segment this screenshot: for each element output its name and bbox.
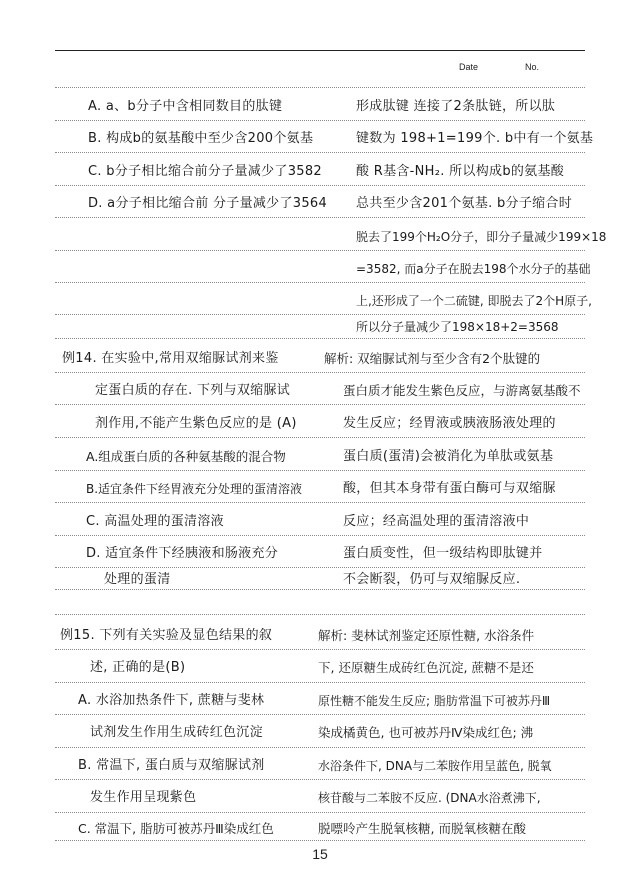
analysis-line: 解析: 双缩脲试剂与至少含有2个肽键的 [324, 351, 541, 366]
option-c: C. b分子相比缩合前分子量减少了3582 [88, 164, 322, 179]
option-c: C. 高温处理的蛋清溶液 [86, 514, 224, 529]
option-a-continued: 试剂发生作用生成砖红色沉淀 [90, 725, 263, 740]
option-a: A. 水浴加热条件下, 蔗糖与斐林 [78, 693, 265, 708]
analysis-line: 核苷酸与二苯胺不反应. (DNA水浴煮沸下, [318, 791, 541, 805]
analysis-line: 原性糖不能发生反应; 脂肪常温下可被苏丹Ⅲ [318, 694, 551, 708]
option-a: A.组成蛋白质的各种氨基酸的混合物 [86, 449, 286, 464]
option-b: B. 常温下, 蛋白质与双缩脲试剂 [78, 758, 265, 773]
analysis-line: 下, 还原糖生成砖红色沉淀, 蔗糖不是还 [318, 660, 534, 675]
analysis-line: 蛋白质才能发生紫色反应，与游离氨基酸不 [343, 383, 581, 398]
question-line: 例14. 在实验中,常用双缩脲试剂来鉴 [62, 351, 279, 366]
analysis-line: 上,还形成了一个二硫键, 即脱去了2个H原子, [356, 294, 592, 308]
question-line: 剂作用,不能产生紫色反应的是 (A) [95, 416, 297, 431]
header-rule [55, 50, 585, 51]
analysis-line: 所以分子量减少了198×18+2=3568 [356, 320, 559, 334]
analysis-line: 脱去了199个H₂O分子，即分子量减少199×18 [356, 230, 607, 244]
option-b: B. 构成b的氨基酸中至少含200个氨基 [88, 131, 314, 146]
analysis-line: 蛋白质(蛋清)会被消化为单肽或氨基 [343, 449, 554, 464]
date-label: Date [459, 62, 479, 72]
analysis-line: 反应；经高温处理的蛋清溶液中 [343, 514, 530, 529]
analysis-line: 键数为 198+1=199个. b中有一个氨基 [356, 131, 594, 146]
question-line: 定蛋白质的存在. 下列与双缩脲试 [95, 383, 291, 398]
option-b: B.适宜条件下经胃液充分处理的蛋清溶液 [86, 482, 303, 496]
option-a: A. a、b分子中含相同数目的肽键 [88, 99, 283, 114]
option-d: D. 适宜条件下经胰液和肠液充分 [86, 546, 279, 561]
analysis-line: 酸 R基含-NH₂. 所以构成b的氨基酸 [356, 164, 565, 179]
analysis-line: 发生反应；经胃液或胰液肠液处理的 [343, 416, 556, 431]
analysis-line: 染成橘黄色, 也可被苏丹Ⅳ染成红色; 沸 [318, 725, 534, 740]
analysis-line: 解析: 斐林试剂鉴定还原性糖, 水浴条件 [318, 628, 535, 643]
question-line: 例15. 下列有关实验及显色结果的叙 [60, 628, 273, 643]
analysis-line: 酸，但其本身带有蛋白酶可与双缩脲 [343, 481, 556, 496]
option-c: C. 常温下, 脂肪可被苏丹Ⅲ染成红色 [78, 821, 274, 836]
question-line: 述, 正确的是(B) [90, 660, 186, 675]
page-number: 15 [312, 846, 328, 862]
number-label: No. [525, 62, 540, 72]
option-d-continued: 处理的蛋清 [104, 572, 171, 587]
analysis-line: 水浴条件下, DNA与二苯胺作用呈蓝色, 脱氧 [318, 759, 552, 773]
option-b-continued: 发生作用呈现紫色 [90, 790, 197, 805]
option-d: D. a分子相比缩合前 分子量减少了3564 [88, 196, 328, 211]
analysis-line: 蛋白质变性，但一级结构即肽键并 [343, 546, 543, 561]
analysis-line: 形成肽键 连接了2条肽链，所以肽 [356, 99, 556, 114]
analysis-line: 脱嘌呤产生脱氧核糖, 而脱氧核糖在酸 [318, 821, 526, 836]
analysis-line: =3582, 而a分子在脱去198个水分子的基础 [356, 262, 591, 276]
analysis-line: 总共至少含201个氨基. b分子缩合时 [356, 196, 573, 211]
analysis-line: 不会断裂，仍可与双缩脲反应. [343, 572, 521, 587]
